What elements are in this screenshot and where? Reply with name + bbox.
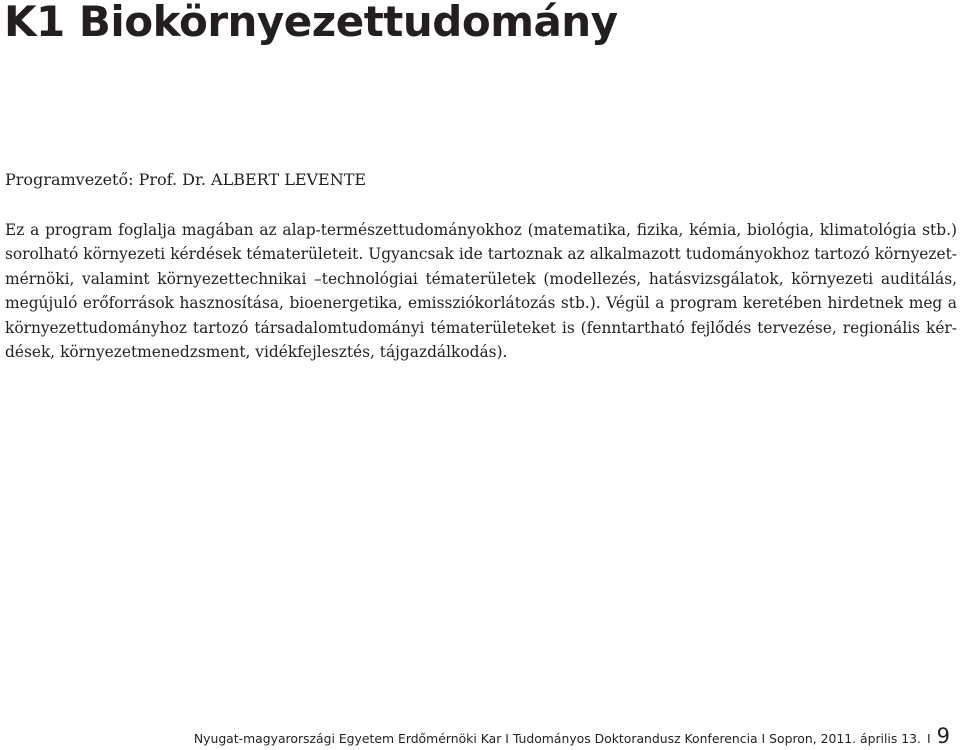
description-line: dések, környezetmenedzsment, vidékfejlesztés, tájgazdálkodás). [5,343,508,362]
description-line: környezettudományhoz tartozó társadalomtudományi tématerületeket is (fenntartható fejlődés tervezése, regionális kér- [5,318,957,337]
page-footer [194,725,950,750]
footer-text: Nyugat-magyarországi Egyetem Erdőmérnöki Kar I Tudományos Doktorandusz Konferencia I Sopron, 2011. április 13. [193,731,921,746]
page-title: K1 Biokörnyezettudomány [4,0,618,46]
description-line: megújuló erőforrások hasznosítása, bioenergetika, emissziókorlátozás stb.). Végül a program keretében hirdetnek meg a [5,294,957,313]
description-line: sorolható környezeti kérdések tématerületeit. Ugyancsak ide tartoznak az alkalmazott tudományokhoz tartozó környezet- [5,245,957,264]
program-leader: Programvezető: Prof. Dr. ALBERT LEVENTE [5,170,367,189]
description-line: mérnöki, valamint környezettechnikai –technológiai tématerületek (modellezés, hatásvizsgálatok, környezeti auditálás, [5,269,957,288]
description-line: Ez a program foglalja magában az alap-természettudományokhoz (matematika, fizika, kémia, biológia, klimatológia stb.) [5,221,957,239]
footer-separator: I [926,731,931,746]
page-number: 9 [936,724,950,748]
program-description [5,218,957,364]
